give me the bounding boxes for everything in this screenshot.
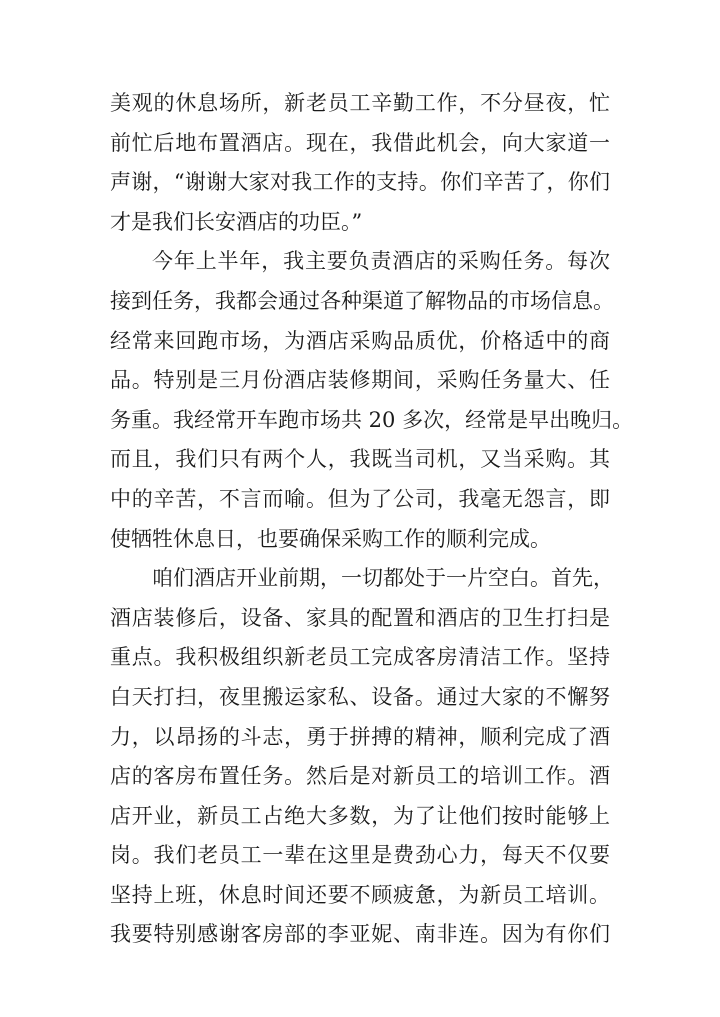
text-line: 坚持上班，休息时间还要不顾疲惫，为新员工培训。 (110, 882, 610, 907)
text-line: 咱们酒店开业前期，一切都处于一片空白。首先， (152, 566, 614, 591)
text-line: 接到任务，我都会通过各种渠道了解物品的市场信息。 (110, 288, 614, 313)
text-line: 品。特别是三月份酒店装修期间，采购任务量大、任 (110, 368, 610, 393)
text-line: 酒店装修后，设备、家具的配置和酒店的卫生打扫是 (110, 605, 610, 630)
text-line: 前忙后地布置酒店。现在，我借此机会，向大家道一 (110, 130, 610, 155)
text-line: 中的辛苦，不言而喻。但为了公司，我毫无怨言，即 (110, 486, 610, 511)
text-line: 店的客房布置任务。然后是对新员工的培训工作。酒 (110, 764, 610, 789)
paragraph-1 (110, 84, 610, 242)
text-line: 我要特别感谢客房部的李亚妮、南非连。因为有你们 (110, 922, 610, 947)
paragraph-2 (110, 242, 634, 559)
text-line: 岗。我们老员工一辈在这里是费劲心力，每天不仅要 (110, 843, 610, 868)
text-line: 店开业，新员工占绝大多数，为了让他们按时能够上 (110, 803, 610, 828)
text-line: 经常来回跑市场，为酒店采购品质优，价格适中的商 (110, 328, 610, 353)
text-line: 今年上半年，我主要负责酒店的采购任务。每次 (152, 249, 610, 274)
text-line: 声谢，“谢谢大家对我工作的支持。你们辛苦了，你们 (110, 170, 610, 195)
text-line: 使牺牲休息日，也要确保采购工作的顺利完成。 (110, 526, 551, 551)
document-body (110, 84, 634, 955)
text-line: 重点。我积极组织新老员工完成客房清洁工作。坚持 (110, 645, 610, 670)
text-line: 力，以昂扬的斗志，勇于拼搏的精神，顺利完成了酒 (110, 724, 610, 749)
text-line: 白天打扫，夜里搬运家私、设备。通过大家的不懈努 (110, 684, 610, 709)
text-line: 美观的休息场所，新老员工辛勤工作，不分昼夜，忙 (110, 91, 610, 115)
paragraph-3 (110, 559, 614, 955)
text-line: 而且，我们只有两个人，我既当司机，又当采购。其 (110, 447, 610, 472)
text-line: 才是我们长安酒店的功臣。” (110, 209, 363, 234)
text-line: 务重。我经常开车跑市场共 20 多次，经常是早出晚归。 (110, 407, 634, 432)
